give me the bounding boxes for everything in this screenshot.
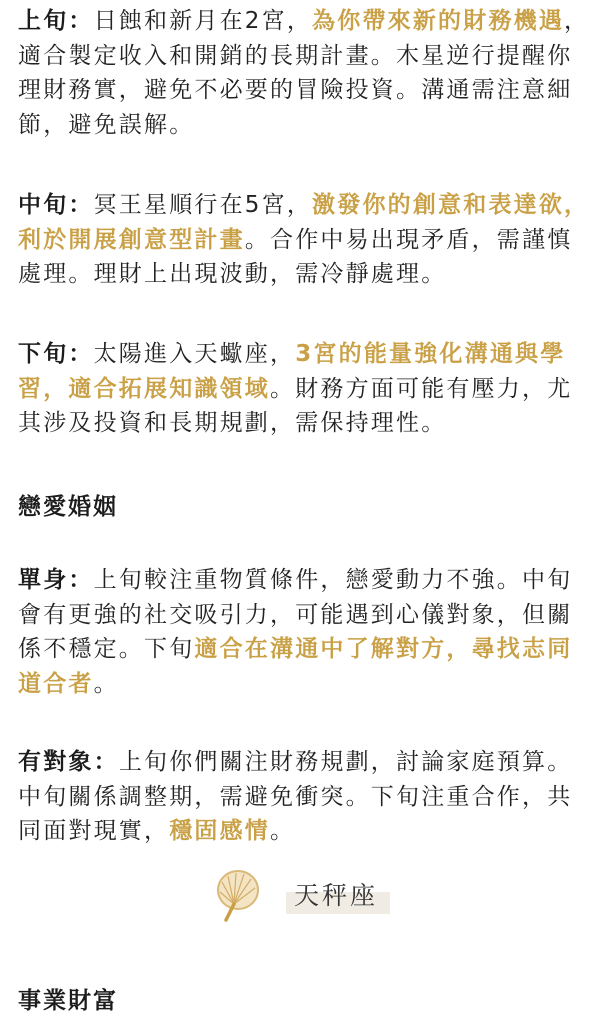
section-heading-career: 事業財富 bbox=[18, 988, 118, 1014]
highlight-text: 3宮的能量強化溝通與學習，適合拓展知識領域 bbox=[18, 341, 566, 402]
paragraph-text: 日蝕和新月在2宮， bbox=[93, 8, 313, 34]
highlight-text: 為你帶來新的財務機遇 bbox=[312, 8, 565, 34]
paragraph-lead: 上旬： bbox=[18, 8, 94, 34]
paragraph-text: 。財務方面可能有壓力，尤其涉及投資和長期規劃，需保持理性。 bbox=[18, 375, 573, 436]
paragraph-lead: 單身： bbox=[18, 567, 94, 593]
paragraph-text: 。 bbox=[270, 818, 296, 844]
highlight-text: 激發你的創意和表達欲，利於開展創意型計畫 bbox=[18, 192, 590, 253]
paragraph-text: 太陽進入天蠍座， bbox=[93, 341, 296, 367]
paragraph-text: 上旬你們關注財務規劃，討論家庭預算。中旬關係調整期，需避免衝突。下旬注重合作，共同面對現實， bbox=[18, 749, 573, 844]
paragraph-text: 。 bbox=[93, 670, 119, 697]
paragraph-mid-month bbox=[18, 188, 596, 292]
paragraph-lead: 有對象： bbox=[18, 749, 119, 775]
paragraph-text: 。合作中易出現矛盾，需謹慎處理。理財上出現波動，需冷靜處理。 bbox=[18, 226, 573, 287]
section-heading-love: 戀愛婚姻 bbox=[18, 494, 118, 520]
paragraph-early-month bbox=[18, 4, 596, 142]
zodiac-sign-label: 天秤座 bbox=[294, 881, 379, 910]
zodiac-sign-badge bbox=[214, 868, 394, 926]
fan-icon bbox=[214, 868, 266, 924]
paragraph-late-month bbox=[18, 337, 596, 441]
paragraph-single bbox=[18, 563, 596, 701]
paragraph-text: ，適合製定收入和開銷的長期計畫。木星逆行提醒你理財務實，避免不必要的冒險投資。溝通需注意細節，避免誤解。 bbox=[18, 8, 590, 138]
paragraph-lead: 中旬： bbox=[18, 192, 94, 218]
highlight-text: 穩固感情 bbox=[169, 818, 271, 844]
paragraph-text: 上旬較注重物質條件，戀愛動力不強。中旬會有更強的社交吸引力，可能遇到心儀對象，但關係不穩定。下旬 bbox=[18, 567, 573, 662]
paragraph-text: 冥王星順行在5宮， bbox=[93, 192, 313, 218]
highlight-text: 適合在溝通中了解對方，尋找志同道合者 bbox=[18, 636, 573, 697]
paragraph-couple bbox=[18, 745, 596, 849]
paragraph-lead: 下旬： bbox=[18, 341, 94, 367]
